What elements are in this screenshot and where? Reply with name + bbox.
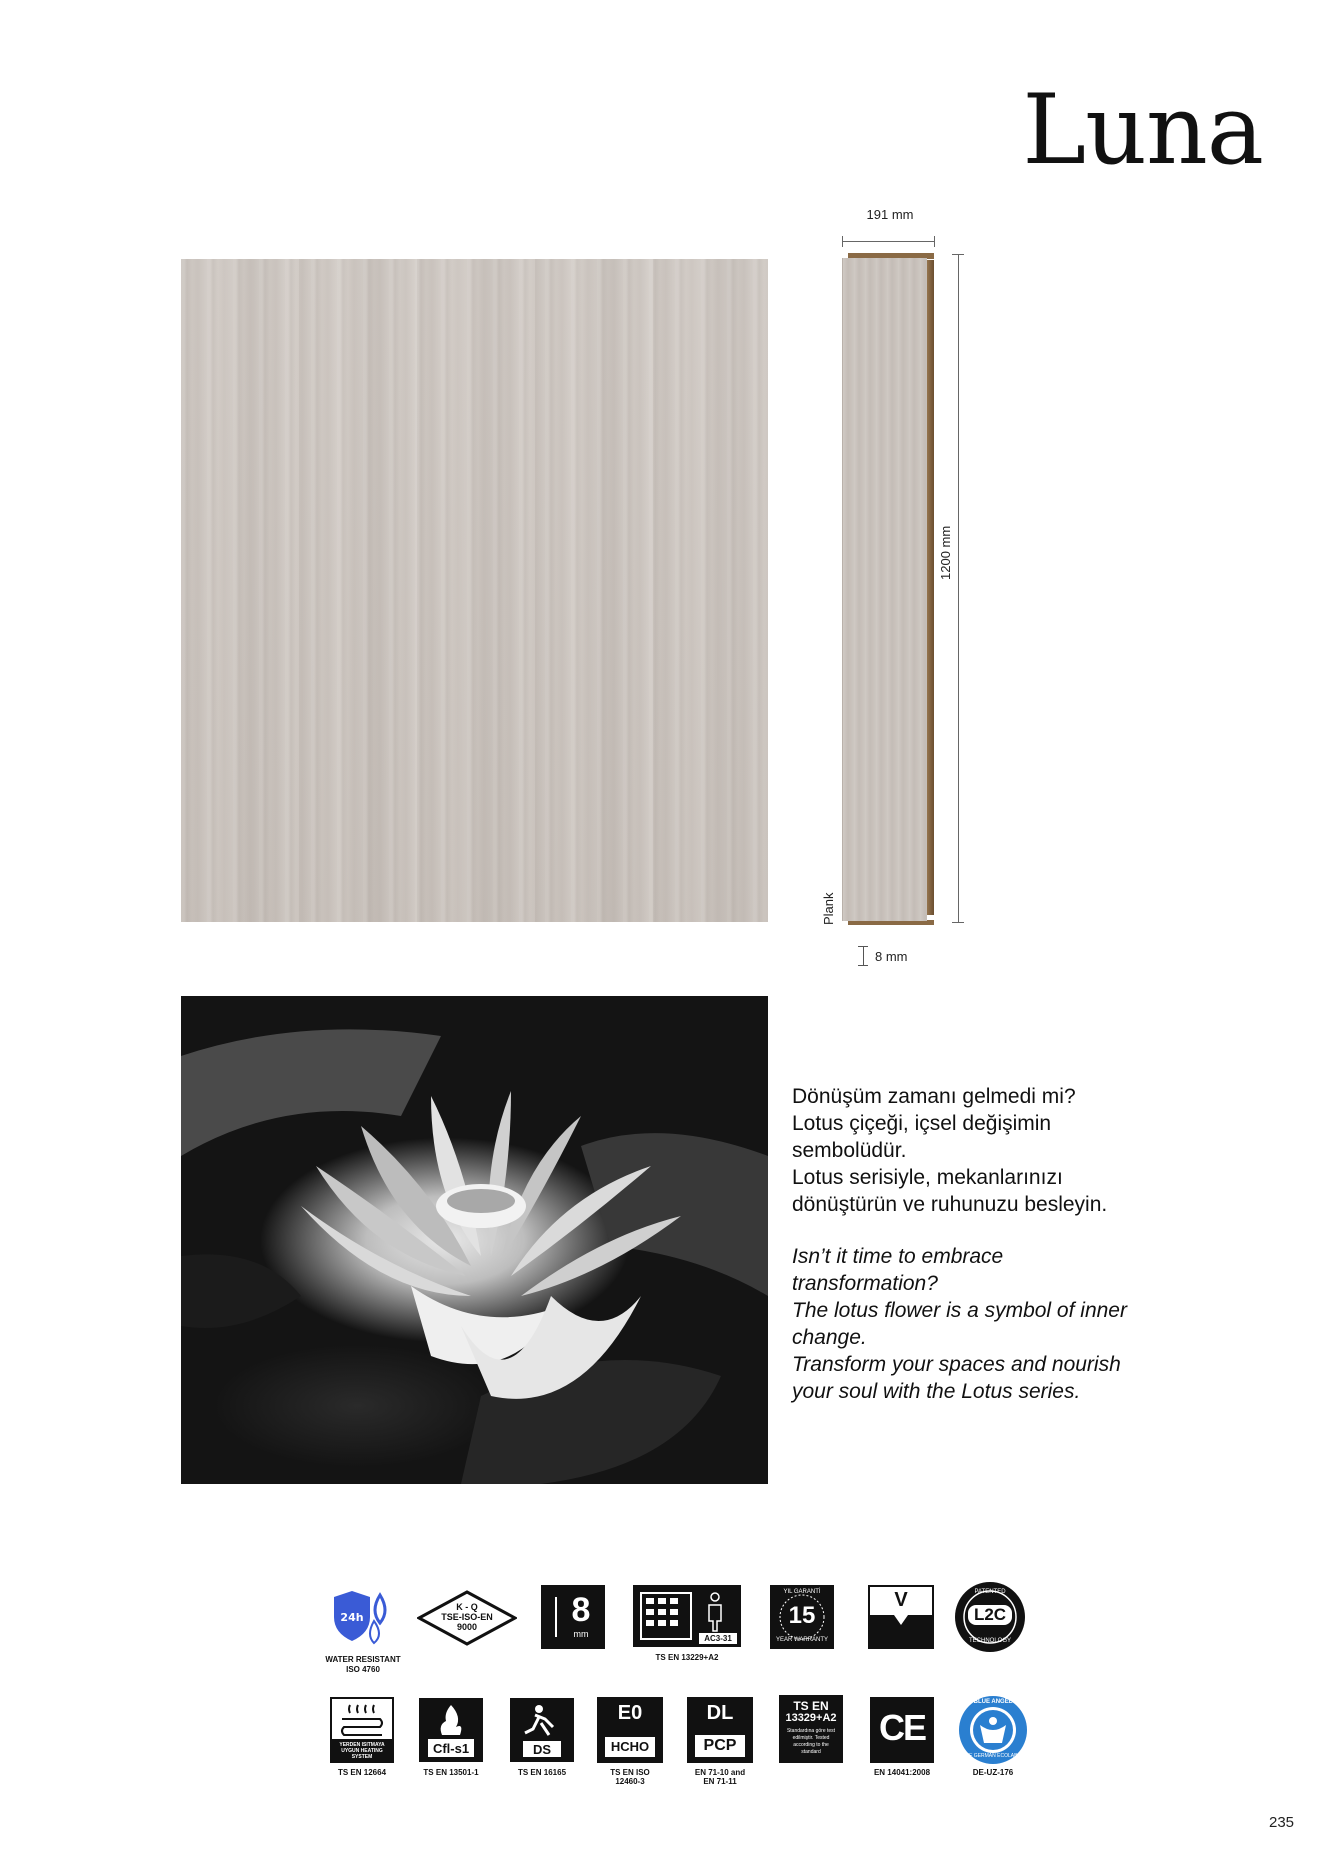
length-dimension-line [958,254,959,923]
fire-rating-label: Cfl-s1 [432,1741,470,1756]
length-tick-top [952,254,964,255]
l2c-top-text: PATENTED [974,1589,1006,1595]
en-line-5: Transform your spaces and nourish [792,1353,1121,1376]
wood-texture-swatch [181,259,768,922]
lotus-photo [181,996,768,1484]
ts-en-13329-icon [779,1695,843,1763]
heating-standard: TS EN 12664 [337,1768,387,1777]
l2c-technology-icon [954,1581,1026,1653]
water-badge-text: 24h [340,1611,364,1624]
warranty-15-year-icon [770,1585,834,1649]
blue-angel-standard: DE-UZ-176 [972,1768,1014,1777]
water-resistant-caption: WATER RESISTANT [325,1655,401,1664]
kq-certification-icon [417,1590,517,1646]
width-tick-left [842,236,843,247]
plank-face [842,258,927,921]
tr-line-3: sembolüdür. [792,1139,907,1162]
ts-en-note: Standardına göre test edilmiştir. Tested according to the standard [786,1728,836,1755]
en-line-2: transformation? [792,1272,938,1295]
en-line-1: Isn’t it time to embrace [792,1245,1004,1268]
heating-caption: YERDEN ISITMAYA UYGUN HEATING SYSTEM [339,1742,385,1760]
water-resistant-standard: ISO 4760 [346,1665,380,1674]
dl-label: DL [706,1702,734,1724]
plank-length-label: 1200 mm [938,525,953,580]
fire-rating-standard: TS EN 13501-1 [423,1768,479,1777]
thickness-bracket-icon [858,946,868,966]
dl-pcp-standard-1: EN 71-10 and [694,1768,746,1777]
v-bevel-icon [868,1585,934,1649]
page-number: 235 [1269,1814,1295,1831]
tr-line-5: dönüştürün ve ruhunuzu besleyin. [792,1193,1108,1216]
tr-line-1: Dönüşüm zamanı gelmedi mi? [792,1085,1076,1108]
tr-line-2: Lotus çiçeği, içsel değişimin [792,1112,1052,1135]
ce-mark-icon [870,1697,934,1763]
width-dimension-line [842,241,935,242]
plank-thickness-label: 8 mm [875,949,908,964]
blue-angel-bottom-text: THE GERMAN ECOLABEL [962,1753,1024,1759]
e0-label: E0 [617,1702,643,1724]
plank-width-label: 191 mm [866,207,914,222]
ts-en-top: TS EN [793,1699,829,1713]
en-line-4: change. [792,1326,867,1349]
description-turkish [792,1083,1212,1218]
kq-mid-text: TSE-ISO-EN [441,1612,493,1622]
e0-standard-1: TS EN ISO [610,1768,650,1777]
plank-type-label: Plank [821,892,836,925]
dl-pcp-standard-2: EN 71-11 [703,1777,737,1786]
thickness-8mm-icon [541,1585,605,1649]
slip-resistance-label: DS [532,1742,552,1757]
ac-class-standard: TS EN 13229+A2 [655,1653,719,1662]
hcho-label: HCHO [605,1737,655,1757]
width-tick-right [934,236,935,247]
warranty-value: 15 [788,1602,816,1629]
ce-label: CE [878,1707,925,1748]
ac-class-icon [633,1585,741,1647]
e0-emission-icon [597,1697,663,1763]
l2c-bottom-text: TECHNOLOGY [968,1638,1011,1644]
en-line-3: The lotus flower is a symbol of inner [792,1299,1127,1322]
thickness-unit: mm [573,1629,589,1639]
ac-class-label: AC3-31 [704,1634,732,1643]
plank-side-edge [926,260,934,915]
kq-bottom-text: 9000 [456,1622,478,1632]
product-title: Luna [1022,74,1263,186]
floor-heating-icon [330,1697,394,1763]
blue-angel-top-text: BLUE ANGEL [973,1699,1013,1705]
water-resistant-icon [330,1585,394,1649]
en-line-6: your soul with the Lotus series. [792,1380,1081,1403]
warranty-top-text: YIL GARANTİ [783,1589,821,1595]
kq-top-text: K - Q [456,1602,478,1612]
tr-line-4: Lotus serisiyle, mekanlarınızı [792,1166,1063,1189]
pcp-label: PCP [695,1735,745,1757]
ce-standard: EN 14041:2008 [873,1768,931,1777]
thickness-value: 8 [571,1591,591,1629]
length-tick-bottom [952,922,964,923]
v-bevel-label: V [894,1589,908,1611]
dl-pcp-icon [687,1697,753,1763]
ts-en-mid: 13329+A2 [785,1712,837,1724]
blue-angel-icon [958,1695,1028,1765]
l2c-label: L2C [968,1605,1012,1625]
warranty-bottom-text: YEAR WARRANTY [775,1637,829,1643]
slip-resistance-icon [509,1697,575,1763]
description-english [792,1243,1212,1405]
fire-rating-icon [418,1697,484,1763]
slip-resistance-standard: TS EN 16165 [517,1768,567,1777]
lotus-flower-illustration [181,996,768,1484]
e0-standard-2: 12460-3 [615,1777,645,1786]
